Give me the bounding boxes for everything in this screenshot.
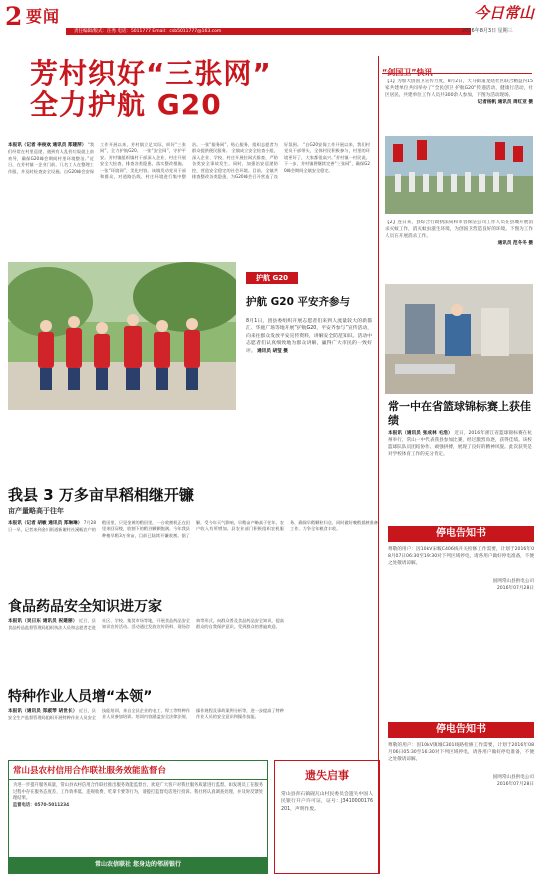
notice1-title: 停电告知书: [388, 526, 534, 542]
notice1-date: 2016年07月28日: [496, 585, 534, 591]
g20-text: 8月1日，团县委组织开展志愿者们来到人流量较大的新都汇、华庭广场等地开展“护航G20，平安齐参与”宣传活动，向来往群众发放平安宣传资料，讲解安全防范知识。活动中志愿者们认真细致地为群众讲解，赢得广大市民的一致好评。: [246, 319, 372, 354]
lead-text-4: “自G20安保工作开展以来，我们村党员干部带头，全体村民积极参与，村里的环境更好了，大家都很高兴。”芳村镇一村民说。下一步，芳村镇将继续完善“三张网”，确保G20峰会期间全镇安全稳定。: [284, 142, 370, 173]
sidebar-title: “剑国卫”快讯: [382, 68, 433, 77]
newspaper-logo: 今日常山: [474, 4, 535, 22]
lead-text-2: 一张“安全网”，守护平安。芳村镇组织镇村干部深入企业、村庄开展安全大检查，排查各类隐患，落实整改措施。一张“环境网”，美化村容。该镇发动党员干部和群众，对道路沿线、村庄环境进行集中整治。一张“服务网”，贴心服务，组织志愿者为群众提供便民服务。: [100, 142, 278, 180]
g20-headline: 护航 G20 平安齐参与: [246, 296, 351, 308]
art2-body: [8, 520, 378, 590]
lead-text-3: 全镇成立安全检查小组，深入企业、学校、村庄开展拉网式排查，严防各类安全事故发生。同时，加强治安巡逻防控，营造安全稳定的社会环境。目前，全镇共排查整改各类隐患，为G20峰会召开营造了良好氛围。: [192, 142, 302, 180]
art5-text: 近日，2016年浙江省篮球锦标赛在杭州举行，常山一中代表我县参加比赛，经过激烈角逐，获得佳绩。该校篮球队队员团结协作、顽强拼搏，展现了良好的精神风貌。此次获奖是对学校体育工作的充分肯定。: [388, 431, 532, 457]
art2-subtitle: 亩产量略高于往年: [8, 507, 64, 515]
bank-ad-body: [9, 780, 267, 850]
bank-ad-slogan: 常山农信联社 您身边的邻居银行: [9, 857, 267, 873]
notice2-text: 尊敬的用户：因10kV镇城C301线路检修工作需要，计划于2016年08月06日05:30至16:30对下列区域停电，请各用户做好停电准备，不便之处敬请谅解。: [388, 743, 534, 763]
sidebar-item-2: [385, 220, 533, 278]
editor-info: 责任编辑/版式：汪秀 电话：5011777 Email：csb5011777@163.com: [74, 29, 222, 34]
art5-headline: 常一中在省篮球锦标赛上获佳绩: [388, 400, 531, 427]
notice2-body: [388, 742, 534, 870]
notice2-title: 停电告知书: [388, 722, 534, 738]
art4-body: [8, 708, 378, 752]
lead-text-1: “我们经常在村里巡逻，遇到有人乱扔垃圾就上前劝导，确保G20峰会期间村里环境整洁。”近日，在芳村镇一企业门前，几名工人在整理工作服，并及时检查安全设施。自G20峰会安保工作开展以来，芳村镇立足实际，织好“三张网”，全力护航G20。: [8, 142, 186, 174]
art4-byline: 本报讯（通讯员 郑淑琴 胡世长）: [8, 709, 78, 714]
art4-text: 近日，县安全生产监督管理局组织开展特种作业人员安全技能培训，来自全县企业的电工、焊工等特种作业人员参加培训。培训内容涵盖安全法律法规、操作规程及事故案例分析等，进一步提高了特种作业人员的安全意识和操作技能。: [8, 708, 284, 721]
issue-date: 2016年8月3日 星期三: [462, 28, 513, 34]
art3-body: [8, 618, 378, 680]
sidebar-photo-1: [385, 136, 533, 214]
lead-title-line1: 芳村织好“三张网”: [30, 57, 272, 90]
lost-notice: [274, 760, 380, 874]
art2-text: 7月28日一早，记者来到金川街道新谢村社溪畈农户的稻田里，只见金黄的稻田里，一台收割机正在田里来回穿梭，收割下的稻谷颗颗饱满。今年我县种植早稻3万余亩，目前已陆续开镰收割。据了解，受今年天气影响，早稻亩产略高于往年，农户收入有所增加。县农业部门积极组织农机服务，确保早稻颗粒归仓，同时做好晚稻插秧准备工作，力争全年粮食丰收。: [8, 520, 378, 538]
art3-headline: 食品药品安全知识进万家: [8, 599, 162, 615]
bank-ad-text: 为进一步提升服务质量，常山县农村信用合作联社推出服务效能监督台，欢迎广大客户对我社服务质量进行监督。如发现员工在服务过程中存在服务态度差、工作效率低、违规收费、吃拿卡要等行为，请拨打监督电话进行投诉。我社将认真调查处理，并及时反馈处理结果。: [13, 783, 263, 802]
g20-body: [246, 318, 372, 404]
notice2-sign: 国网常山县供电公司: [492, 774, 534, 780]
art2-byline: 本报讯（记者 胡敏 通讯员 郑琳琳）: [8, 521, 83, 526]
g20-banner: 护航 G20: [246, 272, 298, 284]
page-header: [0, 0, 541, 36]
art4-headline: 特种作业人员增“本领”: [8, 689, 153, 705]
page-number: 2: [5, 2, 23, 31]
lost-notice-title: 遗失启事: [305, 769, 349, 782]
art5-byline: 本报讯（通讯员 张成林 毛浩）: [388, 431, 453, 436]
bank-ad: [8, 760, 268, 874]
notice1-body: [388, 546, 534, 654]
lead-photo: [8, 262, 236, 410]
art3-byline: 本报讯（吴日东 通讯员 祝建丽）: [8, 619, 78, 624]
section-title: 要闻: [26, 7, 61, 26]
notice1-text: 尊敬的用户：因10kV宋畈C406线开关检修工作需要，计划于2016年08月07日06:30至19:30对下列区域停电，请各用户做好停电准备，不便之处敬请谅解。: [388, 547, 534, 567]
bank-ad-tel: 监督电话：0570-5011234: [13, 802, 70, 808]
sidebar-header: [382, 60, 532, 77]
sidebar-item-2-credit: 通讯员 范冬冬 摄: [497, 240, 533, 246]
sidebar-item-2-text: 【2】连日来，县综合行政执法局和市容保洁公司工作人员在县城开展消杀灭蚊工作，消灭蚊虫滋生环境，为创国卫营造良好的环境。下图为工作人员在开展消杀工作。: [385, 220, 533, 239]
sidebar-item-1-credit: 记者杨帆 通讯员 周红亚 摄: [477, 99, 533, 105]
notice2-date: 2016年07月28日: [496, 781, 534, 787]
lead-body: [8, 142, 370, 262]
g20-credit: 通讯员 胡莹 摄: [257, 348, 288, 354]
art5-body: [388, 430, 532, 520]
notice1-sign: 国网常山县供电公司: [492, 578, 534, 584]
art3-text: 近日，县食品药品监督管理局组织执法人员和志愿者走进社区、学校、集贸市场等地，开展食品药品安全知识宣传活动。活动通过发放宣传资料、现场咨询等形式，向群众普及食品药品安全知识，提高群众的自我保护意识，受到群众的普遍欢迎。: [8, 618, 284, 631]
lead-title-line2: 全力护航 G20: [30, 88, 222, 121]
lead-byline: 本报讯（记者 李俊欢 通讯员 郑建萍）: [8, 143, 87, 148]
lead-headline: [30, 58, 370, 120]
sidebar-photo-2: [385, 284, 533, 394]
bank-ad-title: 常山县农村信用合作联社服务效能监督台: [9, 761, 267, 780]
sidebar-item-1: [385, 79, 533, 133]
lost-notice-body: 常山县青石镇砚瓦山村民委员会遗失中国人民银行开户许可证，证号：J3410000176201，声明作废。: [281, 792, 373, 812]
art2-headline: 我县 3 万多亩早稻相继开镰: [8, 486, 194, 504]
sidebar-item-1-text: 【1】为加大创国卫宣传力度，8月2日，天马街道龙绕社区联合精益内15家共建单位共同举办了“全民创卫 护航G20”传递活动，健康行活动，社区居民、共建单位工作人员共300余人参加，下图为活动现场。: [385, 79, 533, 98]
